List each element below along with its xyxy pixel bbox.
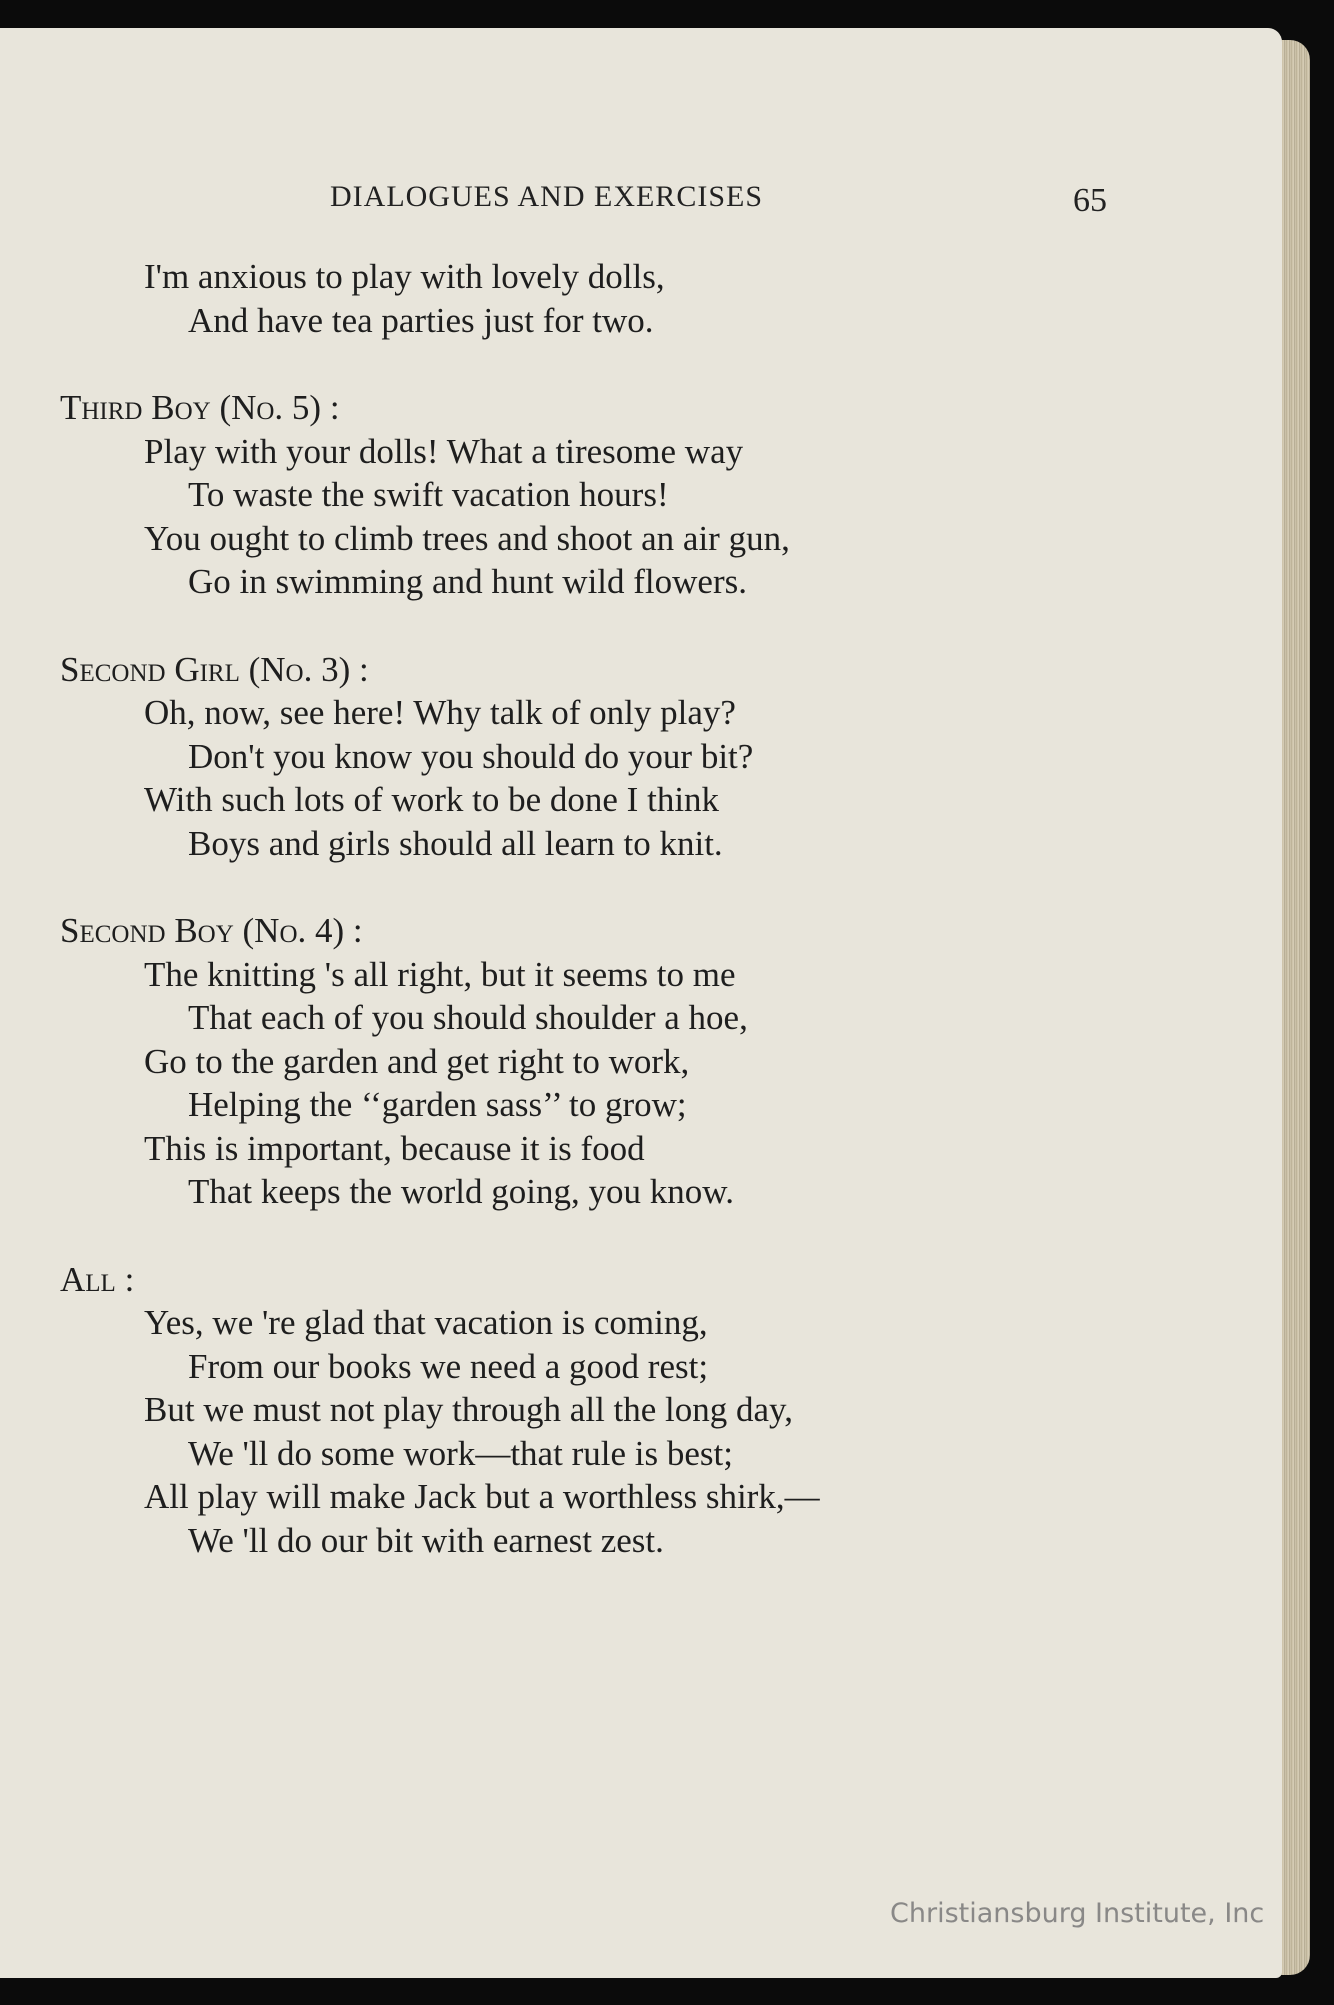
verse-line: We 'll do our bit with earnest zest. [188, 1520, 664, 1560]
verse-line: From our books we need a good rest; [188, 1346, 709, 1386]
verse-line: I'm anxious to play with lovely dolls, [144, 257, 665, 296]
verse-line: This is important, because it is food [144, 1128, 645, 1168]
verse-line: The knitting 's all right, but it seems to me [144, 954, 736, 994]
speaker-label: Second Boy (No. 4) : [60, 911, 363, 950]
verse-line: Play with your dolls! What a tiresome way [144, 431, 744, 471]
verse-line: Oh, now, see here! Why talk of only play? [144, 693, 736, 732]
verse-line: And have tea parties just for two. [188, 300, 654, 340]
verse-line: We 'll do some work—that rule is best; [188, 1433, 733, 1473]
speaker-label: Second Girl (No. 3) : [60, 649, 369, 689]
speaker-label: All : [60, 1259, 135, 1299]
verse-line: That each of you should shoulder a hoe, [188, 998, 748, 1037]
verse-line: Go in swimming and hunt wild flowers. [188, 562, 747, 601]
verse-line: That keeps the world going, you know. [188, 1172, 734, 1211]
verse-line: But we must not play through all the long day, [144, 1390, 794, 1429]
verse-line: All play will make Jack but a worthless shirk,— [144, 1477, 820, 1516]
page-number: 65 [1073, 182, 1107, 219]
verse-line: Helping the ‘‘garden sass’’ to grow; [188, 1085, 687, 1124]
running-title: DIALOGUES AND EXERCISES [330, 180, 764, 213]
speaker-label: Third Boy (No. 5) : [60, 388, 340, 427]
verse-line: With such lots of work to be done I think [144, 780, 720, 819]
verse-line: To waste the swift vacation hours! [188, 475, 669, 514]
watermark: Christiansburg Institute, Inc [890, 1898, 1265, 1929]
verse-line: Yes, we 're glad that vacation is coming, [144, 1303, 708, 1342]
verse-line: You ought to climb trees and shoot an air gun, [144, 518, 790, 558]
poem-text [60, 255, 1210, 1562]
verse-line: Don't you know you should do your bit? [188, 736, 754, 776]
verse-line: Boys and girls should all learn to knit. [188, 823, 723, 863]
verse-line: Go to the garden and get right to work, [144, 1041, 690, 1081]
